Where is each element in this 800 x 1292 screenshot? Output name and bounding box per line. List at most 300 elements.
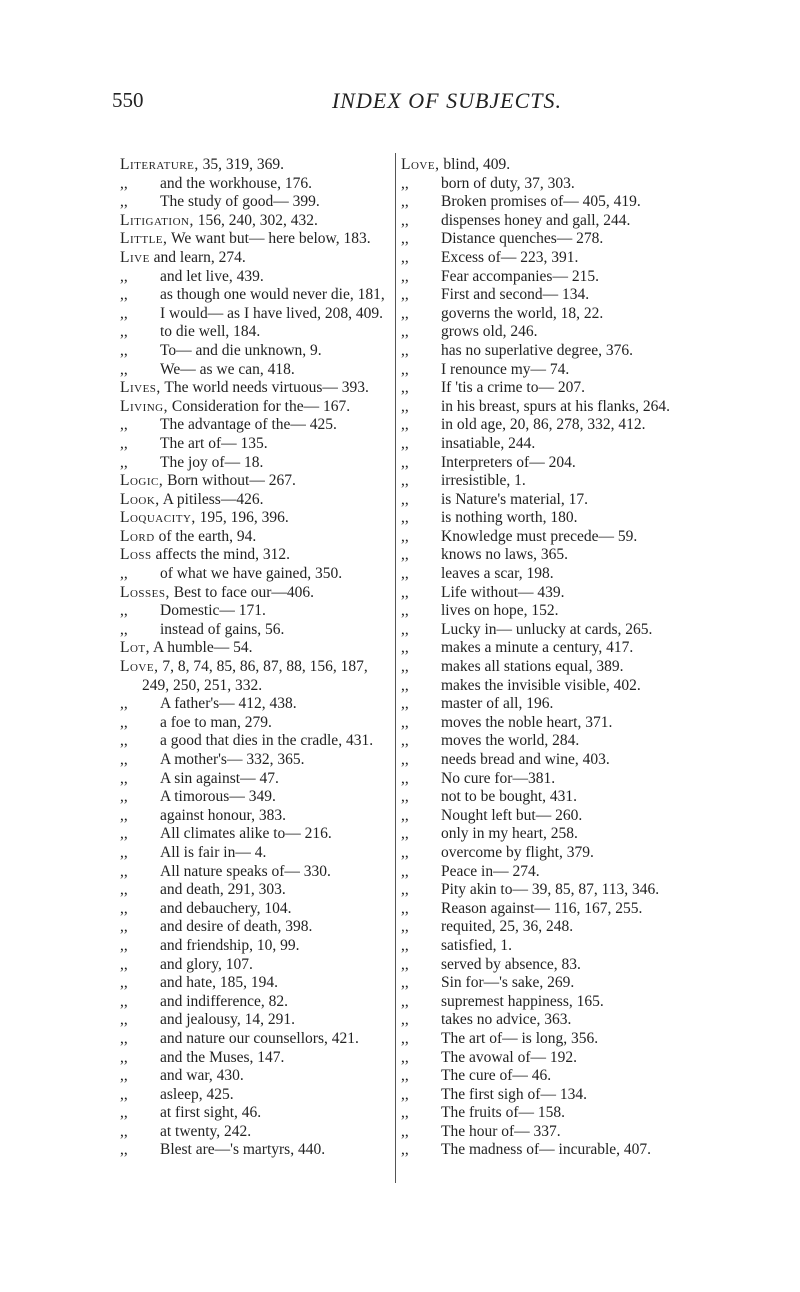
ditto-mark: ,, (401, 1141, 409, 1159)
entry-text: of what we have gained, 350. (160, 565, 343, 583)
ditto-mark: ,, (401, 1048, 409, 1066)
ditto-mark: ,, (120, 695, 128, 713)
index-entry (120, 230, 386, 249)
index-entry (120, 491, 386, 510)
index-subentry (401, 546, 682, 565)
left-column (120, 156, 386, 1160)
entry-text: overcome by flight, 379. (441, 843, 594, 861)
entry-text: at first sight, 46. (160, 1104, 262, 1122)
ditto-mark: ,, (120, 732, 128, 750)
entry-text: Sin for—'s sake, 269. (441, 974, 575, 992)
entry-heading: Living, (120, 397, 169, 415)
index-subentry (401, 305, 682, 324)
index-entry (120, 379, 386, 398)
ditto-mark: ,, (401, 751, 409, 768)
entry-text: Fear accompanies— 215. (441, 267, 599, 285)
entry-text: A humble— 54. (150, 639, 253, 657)
ditto-mark: ,, (401, 918, 409, 936)
index-subentry (401, 175, 682, 194)
entry-heading: Look, (120, 490, 160, 508)
ditto-mark: ,, (401, 416, 409, 434)
entry-text: a foe to man, 279. (160, 713, 272, 731)
ditto-mark: ,, (401, 825, 409, 843)
entry-text: knows no laws, 365. (441, 546, 569, 564)
index-subentry (401, 509, 682, 528)
entry-text: 156, 240, 302, 432. (193, 211, 318, 229)
ditto-mark: ,, (120, 936, 128, 954)
entry-text: leaves a scar, 198. (441, 565, 554, 583)
entry-text: The hour of— 337. (441, 1122, 561, 1140)
entry-text: A father's— 412, 438. (160, 695, 297, 713)
entry-text: We— as we can, 418. (160, 360, 295, 378)
entry-text: 35, 319, 369. (198, 156, 284, 173)
ditto-mark: ,, (401, 695, 409, 713)
ditto-mark: ,, (120, 806, 128, 824)
ditto-mark: ,, (120, 843, 128, 861)
entry-text: No cure for—381. (441, 769, 556, 787)
ditto-mark: ,, (120, 1029, 128, 1047)
ditto-mark: ,, (120, 193, 128, 211)
ditto-mark: ,, (401, 899, 409, 917)
ditto-mark: ,, (120, 918, 128, 936)
ditto-mark: ,, (401, 286, 409, 304)
index-subentry (401, 528, 682, 547)
entry-text: The study of good— 399. (160, 193, 320, 211)
ditto-mark: ,, (401, 434, 409, 452)
index-subentry (401, 918, 682, 937)
ditto-mark: ,, (401, 732, 409, 750)
entry-text: and the Muses, 147. (160, 1048, 285, 1066)
entry-text: and glory, 107. (160, 955, 253, 973)
ditto-mark: ,, (120, 1141, 128, 1159)
entry-text: and death, 291, 303. (160, 881, 286, 899)
entry-text: and jealousy, 14, 291. (160, 1011, 296, 1029)
entry-heading: Literature, (120, 156, 199, 173)
ditto-mark: ,, (401, 788, 409, 806)
ditto-mark: ,, (401, 974, 409, 992)
index-entry (120, 398, 386, 417)
index-subentry (120, 361, 386, 380)
entry-text: Excess of— 223, 391. (441, 248, 579, 266)
ditto-mark: ,, (401, 639, 409, 657)
ditto-mark: ,, (120, 899, 128, 917)
index-subentry (120, 695, 386, 714)
index-subentry (120, 454, 386, 473)
index-subentry (401, 844, 682, 863)
entry-text: The first sigh of— 134. (441, 1085, 587, 1103)
ditto-mark: ,, (120, 1104, 128, 1122)
entry-text: and friendship, 10, 99. (160, 936, 300, 954)
index-subentry (120, 844, 386, 863)
entry-text: Born without— 267. (163, 472, 296, 490)
ditto-mark: ,, (401, 341, 409, 359)
entry-text: needs bread and wine, 403. (441, 751, 610, 768)
entry-text: in old age, 20, 86, 278, 332, 412. (441, 416, 646, 434)
ditto-mark: ,, (120, 286, 128, 304)
column-divider (395, 153, 396, 1183)
index-subentry (120, 565, 386, 584)
index-subentry (120, 1049, 386, 1068)
ditto-mark: ,, (401, 267, 409, 285)
index-subentry (401, 732, 682, 751)
index-subentry (120, 1067, 386, 1086)
entry-text: instead of gains, 56. (160, 620, 285, 638)
entry-heading: Logic, (120, 472, 164, 490)
index-subentry (401, 1086, 682, 1105)
entry-text: The avowal of— 192. (441, 1048, 578, 1066)
entry-text: dispenses honey and gall, 244. (441, 211, 631, 229)
index-subentry (120, 918, 386, 937)
index-subentry (401, 584, 682, 603)
ditto-mark: ,, (120, 881, 128, 899)
entry-text: master of all, 196. (441, 695, 554, 713)
entry-text: Distance quenches— 278. (441, 230, 604, 248)
entry-text: To— and die unknown, 9. (160, 341, 322, 359)
ditto-mark: ,, (401, 862, 409, 880)
ditto-mark: ,, (120, 955, 128, 973)
index-subentry (401, 472, 682, 491)
index-subentry (120, 193, 386, 212)
ditto-mark: ,, (401, 881, 409, 899)
ditto-mark: ,, (401, 806, 409, 824)
entry-text: Pity akin to— 39, 85, 87, 113, 346. (441, 881, 660, 899)
ditto-mark: ,, (401, 230, 409, 248)
ditto-mark: ,, (401, 1067, 409, 1085)
ditto-mark: ,, (401, 360, 409, 378)
index-subentry (401, 621, 682, 640)
index-subentry (120, 286, 386, 305)
entry-text: lives on hope, 152. (441, 602, 559, 620)
entry-heading: Live (120, 248, 150, 266)
entry-text: as though one would never die, 181, (160, 286, 385, 304)
ditto-mark: ,, (401, 658, 409, 676)
entry-text: and desire of death, 398. (160, 918, 313, 936)
index-subentry (401, 825, 682, 844)
index-subentry (401, 1141, 682, 1160)
entry-text: Knowledge must precede— 59. (441, 527, 638, 545)
index-subentry (401, 193, 682, 212)
entry-text: not to be bought, 431. (441, 788, 578, 806)
index-subentry (401, 379, 682, 398)
index-subentry (401, 1011, 682, 1030)
entry-text: 195, 196, 396. (195, 509, 289, 527)
entry-text: All nature speaks of— 330. (160, 862, 331, 880)
entry-text: I renounce my— 74. (441, 360, 570, 378)
ditto-mark: ,, (120, 1122, 128, 1140)
index-subentry (401, 286, 682, 305)
entry-text: born of duty, 37, 303. (441, 174, 575, 192)
ditto-mark: ,, (120, 974, 128, 992)
entry-text: All is fair in— 4. (160, 843, 267, 861)
entry-text: takes no advice, 363. (441, 1011, 572, 1029)
entry-text: and debauchery, 104. (160, 899, 292, 917)
index-subentry (401, 751, 682, 770)
index-subentry (401, 268, 682, 287)
entry-text: in his breast, spurs at his flanks, 264. (441, 397, 671, 415)
ditto-mark: ,, (401, 248, 409, 266)
index-subentry (120, 1030, 386, 1049)
ditto-mark: ,, (120, 174, 128, 192)
entry-text: against honour, 383. (160, 806, 286, 824)
entry-text: and war, 430. (160, 1067, 244, 1085)
entry-text: The fruits of— 158. (441, 1104, 565, 1122)
ditto-mark: ,, (120, 453, 128, 471)
entry-text: If 'tis a crime to— 207. (441, 379, 585, 397)
index-subentry (401, 212, 682, 231)
ditto-mark: ,, (401, 546, 409, 564)
entry-text: insatiable, 244. (441, 434, 536, 452)
ditto-mark: ,, (401, 843, 409, 861)
ditto-mark: ,, (120, 416, 128, 434)
index-subentry (401, 454, 682, 473)
entry-text: makes a minute a century, 417. (441, 639, 634, 657)
index-subentry (120, 1104, 386, 1123)
ditto-mark: ,, (120, 825, 128, 843)
ditto-mark: ,, (401, 174, 409, 192)
index-entry (120, 546, 386, 565)
index-entry (120, 658, 386, 695)
index-subentry (401, 398, 682, 417)
ditto-mark: ,, (401, 527, 409, 545)
entry-text: Life without— 439. (441, 583, 565, 601)
ditto-mark: ,, (120, 788, 128, 806)
index-subentry (120, 435, 386, 454)
index-subentry (401, 993, 682, 1012)
index-subentry (401, 714, 682, 733)
entry-text: Interpreters of— 204. (441, 453, 576, 471)
entry-text: governs the world, 18, 22. (441, 304, 604, 322)
ditto-mark: ,, (120, 341, 128, 359)
entry-text: The art of— is long, 356. (441, 1029, 599, 1047)
index-subentry (401, 1123, 682, 1142)
index-subentry (401, 361, 682, 380)
index-subentry (401, 900, 682, 919)
index-subentry (401, 695, 682, 714)
entry-text: Peace in— 274. (441, 862, 540, 880)
index-subentry (120, 323, 386, 342)
index-subentry (120, 621, 386, 640)
index-subentry (401, 491, 682, 510)
ditto-mark: ,, (120, 769, 128, 787)
ditto-mark: ,, (401, 676, 409, 694)
entry-text: supremest happiness, 165. (441, 992, 604, 1010)
ditto-mark: ,, (401, 583, 409, 601)
index-subentry (120, 175, 386, 194)
entry-text: Blest are—'s martyrs, 440. (160, 1141, 326, 1159)
ditto-mark: ,, (401, 1104, 409, 1122)
index-subentry (401, 677, 682, 696)
index-subentry (401, 807, 682, 826)
entry-text: requited, 25, 36, 248. (441, 918, 574, 936)
ditto-mark: ,, (401, 1011, 409, 1029)
index-subentry (401, 639, 682, 658)
ditto-mark: ,, (120, 434, 128, 452)
index-entry (120, 472, 386, 491)
entry-text: and nature our counsellors, 421. (160, 1029, 359, 1047)
entry-text: The advantage of the— 425. (160, 416, 337, 434)
ditto-mark: ,, (120, 565, 128, 583)
entry-text: A mother's— 332, 365. (160, 751, 305, 768)
ditto-mark: ,, (120, 360, 128, 378)
ditto-mark: ,, (401, 509, 409, 527)
entry-text: of the earth, 94. (154, 527, 257, 545)
ditto-mark: ,, (401, 992, 409, 1010)
index-entry (120, 509, 386, 528)
index-subentry (401, 881, 682, 900)
index-entry (120, 528, 386, 547)
entry-text: 7, 8, 74, 85, 86, 87, 88, 156, 187, 249, 250, 251, 332. (142, 658, 368, 694)
entry-heading: Loss (120, 546, 152, 564)
index-subentry (401, 230, 682, 249)
index-subentry (401, 863, 682, 882)
index-subentry (120, 602, 386, 621)
index-subentry (401, 323, 682, 342)
entry-heading: Litigation, (120, 211, 194, 229)
entry-text: grows old, 246. (441, 323, 538, 341)
entry-text: is Nature's material, 17. (441, 490, 588, 508)
entry-text: Reason against— 116, 167, 255. (441, 899, 643, 917)
index-subentry (120, 714, 386, 733)
ditto-mark: ,, (120, 304, 128, 322)
entry-heading: Losses, (120, 583, 170, 601)
ditto-mark: ,, (120, 1067, 128, 1085)
index-subentry (401, 249, 682, 268)
entry-text: First and second— 134. (441, 286, 590, 304)
ditto-mark: ,, (120, 751, 128, 768)
ditto-mark: ,, (120, 713, 128, 731)
index-subentry (401, 1030, 682, 1049)
ditto-mark: ,, (401, 472, 409, 490)
entry-text: a good that dies in the cradle, 431. (160, 732, 374, 750)
ditto-mark: ,, (401, 490, 409, 508)
ditto-mark: ,, (401, 453, 409, 471)
index-entry (120, 249, 386, 268)
entry-heading: Lives, (120, 379, 161, 397)
entry-text: served by absence, 83. (441, 955, 581, 973)
entry-heading: Love, (120, 658, 159, 676)
entry-heading: Lord (120, 527, 155, 545)
ditto-mark: ,, (401, 769, 409, 787)
entry-text: and indifference, 82. (160, 992, 288, 1010)
index-subentry (120, 993, 386, 1012)
ditto-mark: ,, (120, 1085, 128, 1103)
entry-text: to die well, 184. (160, 323, 261, 341)
index-subentry (120, 732, 386, 751)
index-subentry (120, 788, 386, 807)
ditto-mark: ,, (120, 992, 128, 1010)
ditto-mark: ,, (401, 620, 409, 638)
index-subentry (401, 937, 682, 956)
index-subentry (120, 863, 386, 882)
entry-text: Best to face our—406. (169, 583, 315, 601)
entry-text: The art of— 135. (160, 434, 268, 452)
index-subentry (401, 658, 682, 677)
index-subentry (401, 435, 682, 454)
ditto-mark: ,, (401, 211, 409, 229)
entry-text: makes all stations equal, 389. (441, 658, 624, 676)
entry-text: and the workhouse, 176. (160, 174, 312, 192)
index-subentry (120, 751, 386, 770)
ditto-mark: ,, (401, 936, 409, 954)
entry-text: The world needs virtuous— 393. (160, 379, 369, 397)
index-subentry (120, 342, 386, 361)
index-subentry (120, 1011, 386, 1030)
index-subentry (120, 937, 386, 956)
ditto-mark: ,, (120, 323, 128, 341)
entry-text: and let live, 439. (160, 267, 264, 285)
ditto-mark: ,, (401, 955, 409, 973)
ditto-mark: ,, (401, 379, 409, 397)
entry-text: A pitiless—426. (159, 490, 264, 508)
index-subentry (401, 770, 682, 789)
entry-text: makes the invisible visible, 402. (441, 676, 641, 694)
index-subentry (401, 1067, 682, 1086)
entry-text: at twenty, 242. (160, 1122, 252, 1140)
index-subentry (401, 1104, 682, 1123)
index-subentry (120, 807, 386, 826)
entry-text: The cure of— 46. (441, 1067, 552, 1085)
entry-text: asleep, 425. (160, 1085, 234, 1103)
index-entry (120, 212, 386, 231)
ditto-mark: ,, (120, 620, 128, 638)
index-subentry (120, 956, 386, 975)
index-subentry (120, 1123, 386, 1142)
entry-text: A sin against— 47. (160, 769, 279, 787)
entry-text: moves the world, 284. (441, 732, 580, 750)
index-entry (120, 156, 386, 175)
entry-text: The madness of— incurable, 407. (441, 1141, 652, 1159)
entry-heading: Lot, (120, 639, 151, 657)
ditto-mark: ,, (401, 565, 409, 583)
index-subentry (120, 881, 386, 900)
entry-text: is nothing worth, 180. (441, 509, 578, 527)
ditto-mark: ,, (401, 1029, 409, 1047)
ditto-mark: ,, (120, 862, 128, 880)
ditto-mark: ,, (401, 304, 409, 322)
index-subentry (401, 956, 682, 975)
ditto-mark: ,, (120, 267, 128, 285)
index-subentry (401, 416, 682, 435)
entry-text: I would— as I have lived, 208, 409. (160, 304, 383, 322)
index-subentry (401, 565, 682, 584)
index-subentry (401, 1049, 682, 1068)
entry-text: has no superlative degree, 376. (441, 341, 633, 359)
entry-text: satisfied, 1. (441, 936, 513, 954)
index-subentry (120, 1086, 386, 1105)
entry-text: moves the noble heart, 371. (441, 713, 613, 731)
ditto-mark: ,, (401, 1085, 409, 1103)
entry-text: and learn, 274. (149, 248, 246, 266)
ditto-mark: ,, (401, 193, 409, 211)
index-subentry (401, 974, 682, 993)
index-subentry (120, 900, 386, 919)
entry-text: affects the mind, 312. (151, 546, 290, 564)
ditto-mark: ,, (401, 323, 409, 341)
ditto-mark: ,, (401, 1122, 409, 1140)
index-subentry (401, 602, 682, 621)
entry-text: We want but— here below, 183. (167, 230, 371, 248)
index-subentry (120, 974, 386, 993)
entry-text: Domestic— 171. (160, 602, 266, 620)
index-entry (120, 584, 386, 603)
right-column (401, 156, 682, 1160)
index-subentry (120, 268, 386, 287)
entry-text: Nought left but— 260. (441, 806, 583, 824)
page-header (112, 88, 712, 118)
index-subentry (401, 342, 682, 361)
index-entry (120, 639, 386, 658)
entry-text: All climates alike to— 216. (160, 825, 332, 843)
